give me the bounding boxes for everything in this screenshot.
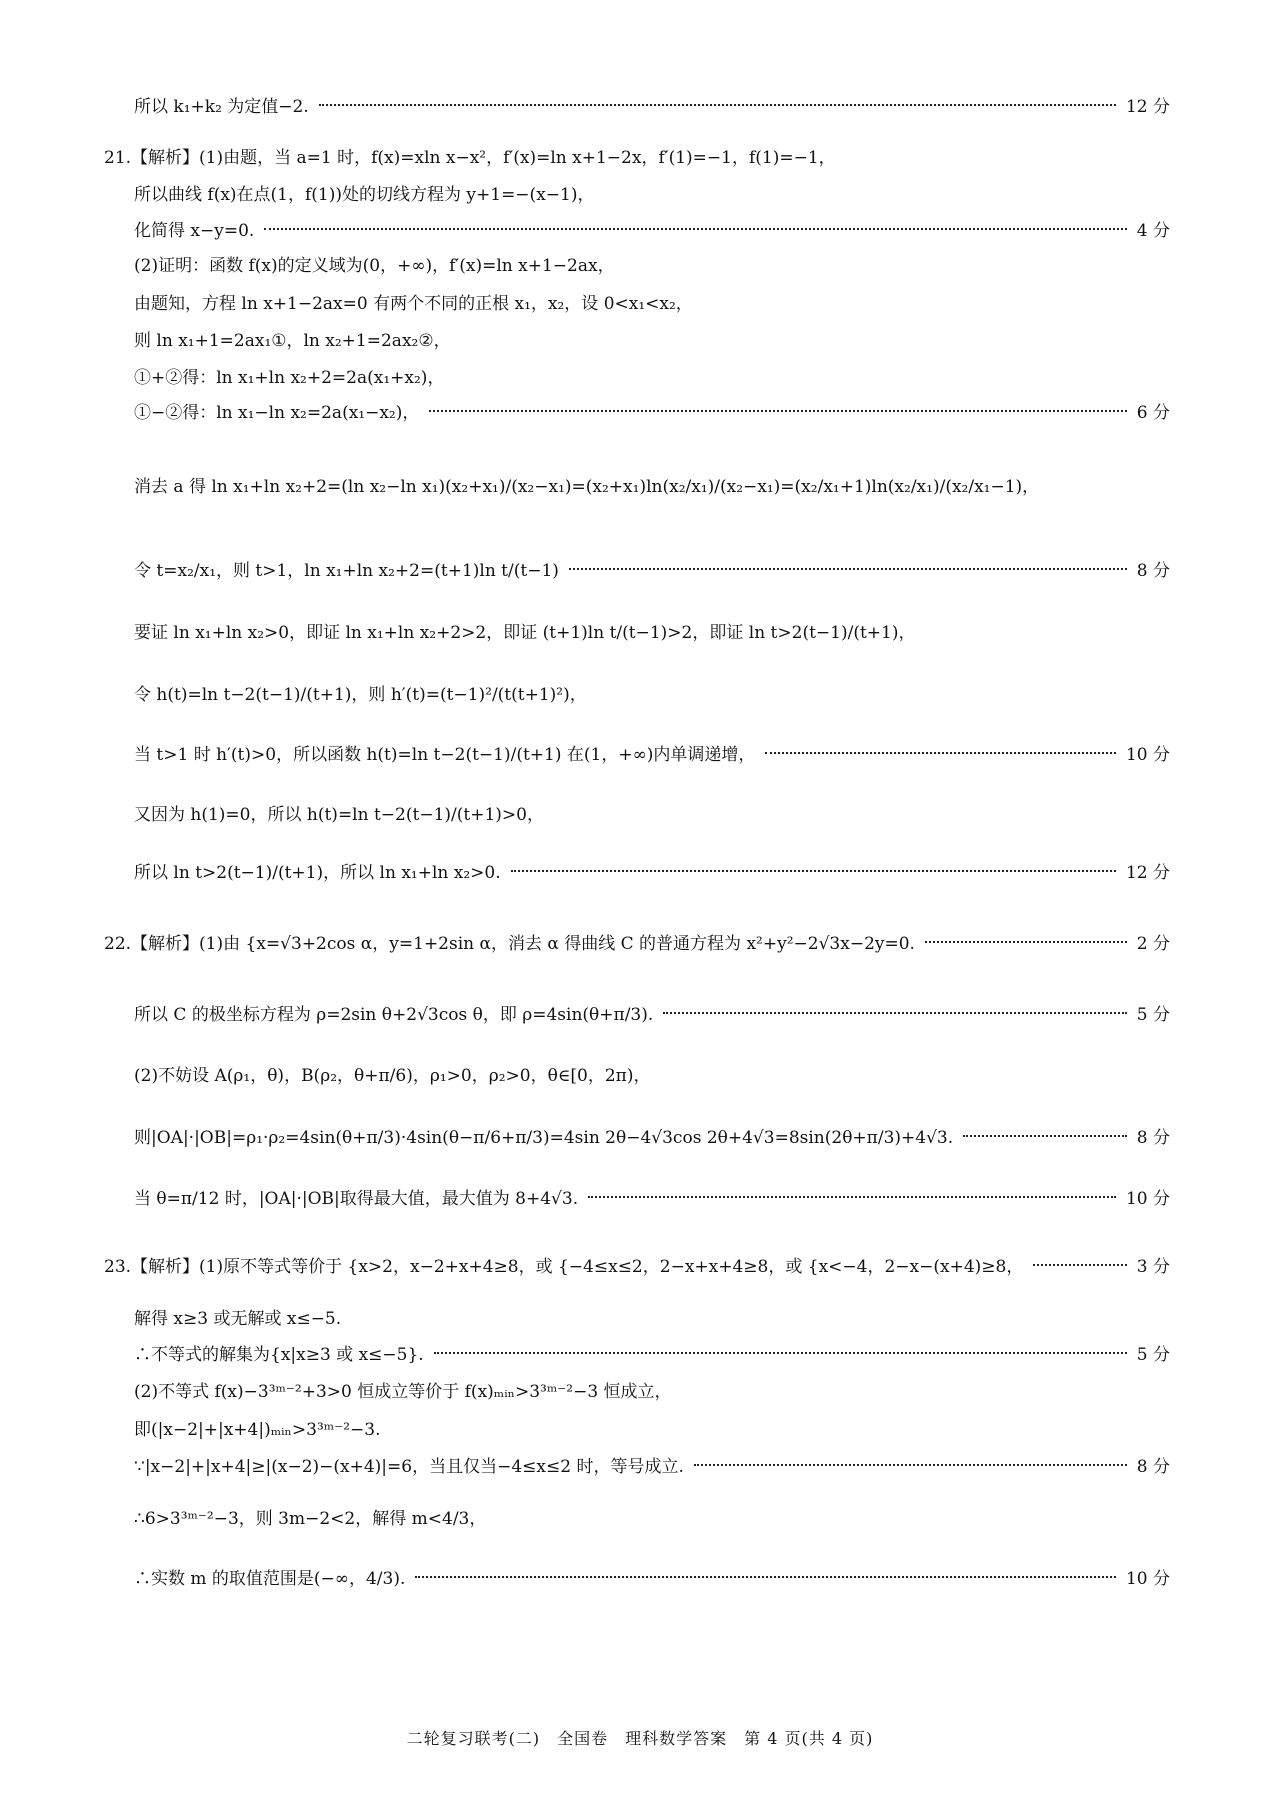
solution-text: 当 θ=π/12 时，|OA|·|OB|取得最大值，最大值为 8+4√3. <box>134 1189 579 1209</box>
solution-text: 23.【解析】(1)原不等式等价于 {x>2，x−2+x+4≥8，或 {−4≤x≤2，2−x+x+4≥8，或 {x<−4，2−x−(x+4)≥8， <box>104 1257 1024 1277</box>
solution-line <box>134 1415 1170 1440</box>
solution-text: ∴6>3³ᵐ⁻²−3，则 3m−2<2，解得 m<4/3， <box>134 1509 487 1529</box>
solution-text: 则|OA|·|OB|=ρ₁·ρ₂=4sin(θ+π/3)·4sin(θ−π/6+π/3)=4sin 2θ−4√3cos 2θ+4√3=8sin(2θ+π/3)+4√3. <box>134 1128 954 1148</box>
solution-text: ①+②得：ln x₁+ln x₂+2=2a(x₁+x₂)， <box>134 368 445 388</box>
solution-line <box>104 929 1170 954</box>
solution-text: 所以 C 的极坐标方程为 ρ=2sin θ+2√3cos θ，即 ρ=4sin(θ+π/3). <box>134 1005 654 1025</box>
dot-leader <box>429 410 1126 412</box>
solution-text: ∴实数 m 的取值范围是(−∞，4/3). <box>134 1569 406 1589</box>
dot-leader <box>415 1576 1116 1578</box>
solution-text: 21.【解析】(1)由题，当 a=1 时，f(x)=xln x−x²，f′(x)=ln x+1−2x，f′(1)=−1，f(1)=−1， <box>104 148 836 168</box>
score-label: 6 分 <box>1136 403 1170 423</box>
score-label: 12 分 <box>1125 863 1170 883</box>
score-label: 8 分 <box>1136 1457 1170 1477</box>
solution-line <box>134 1000 1170 1025</box>
solution-line <box>134 363 1170 388</box>
solution-text: ∴不等式的解集为{x|x≥3 或 x≤−5}. <box>134 1345 424 1365</box>
solution-line <box>134 398 1170 423</box>
solution-text: 令 h(t)=ln t−2(t−1)/(t+1)，则 h′(t)=(t−1)²/(t(t+1)²)， <box>134 685 587 705</box>
dot-leader <box>319 104 1116 106</box>
score-label: 10 分 <box>1125 745 1170 765</box>
dot-leader <box>264 228 1126 230</box>
solution-line <box>134 618 1170 643</box>
solution-text: 则 ln x₁+1=2ax₁①，ln x₂+1=2ax₂②， <box>134 331 451 351</box>
solution-text: (2)不妨设 A(ρ₁，θ)，B(ρ₂，θ+π/6)，ρ₁>0，ρ₂>0，θ∈[0，2π)， <box>134 1066 651 1086</box>
solution-text: ①−②得：ln x₁−ln x₂=2a(x₁−x₂)， <box>134 403 420 423</box>
solution-line <box>134 1377 1170 1402</box>
solution-text: 所以 ln t>2(t−1)/(t+1)，所以 ln x₁+ln x₂>0. <box>134 863 501 883</box>
solution-line <box>134 251 1170 276</box>
score-label: 3 分 <box>1136 1257 1170 1277</box>
solution-line <box>134 1061 1170 1086</box>
solution-text: 当 t>1 时 h′(t)>0，所以函数 h(t)=ln t−2(t−1)/(t+1) 在(1，+∞)内单调递增， <box>134 745 756 765</box>
solution-line <box>134 1304 1170 1329</box>
solution-text: 所以曲线 f(x)在点(1，f(1))处的切线方程为 y+1=−(x−1)， <box>134 185 595 205</box>
solution-line <box>134 216 1170 241</box>
score-label: 8 分 <box>1136 1128 1170 1148</box>
dot-leader <box>925 941 1127 943</box>
score-label: 10 分 <box>1125 1569 1170 1589</box>
solution-line <box>134 556 1170 581</box>
dot-leader <box>663 1012 1126 1014</box>
dot-leader <box>588 1196 1116 1198</box>
dot-leader <box>694 1464 1127 1466</box>
solution-line <box>134 472 1170 497</box>
solution-text: (2)不等式 f(x)−3³ᵐ⁻²+3>0 恒成立等价于 f(x)ₘᵢₙ>3³ᵐ⁻²−3 恒成立， <box>134 1382 672 1402</box>
score-label: 2 分 <box>1136 934 1170 954</box>
dot-leader <box>569 568 1127 570</box>
page-footer: 二轮复习联考(二) 全国卷 理科数学答案 第 4 页(共 4 页) <box>406 1729 874 1748</box>
solution-line <box>134 680 1170 705</box>
dot-leader <box>963 1135 1127 1137</box>
solution-line <box>134 1123 1170 1148</box>
solution-text: 令 t=x₂/x₁，则 t>1，ln x₁+ln x₂+2=(t+1)ln t/(t−1) <box>134 561 559 581</box>
solution-line <box>134 180 1170 205</box>
solution-text: 又因为 h(1)=0，所以 h(t)=ln t−2(t−1)/(t+1)>0， <box>134 805 544 825</box>
solution-text: 22.【解析】(1)由 {x=√3+2cos α，y=1+2sin α，消去 α 得曲线 C 的普通方程为 x²+y²−2√3x−2y=0. <box>104 934 915 954</box>
solution-line <box>134 1340 1170 1365</box>
solution-line <box>104 1252 1170 1277</box>
dot-leader <box>765 752 1116 754</box>
solution-text: 消去 a 得 ln x₁+ln x₂+2=(ln x₂−ln x₁)(x₂+x₁)/(x₂−x₁)=(x₂+x₁)ln(x₂/x₁)/(x₂−x₁)=(x₂/x₁+1)ln(x₂/x₁)/(x₂/x₁−1)， <box>134 477 1040 497</box>
solution-line <box>134 1184 1170 1209</box>
solution-line <box>134 326 1170 351</box>
solution-text: ∵|x−2|+|x+4|≥|(x−2)−(x+4)|=6，当且仅当−4≤x≤2 时，等号成立. <box>134 1457 684 1477</box>
solution-line <box>134 1564 1170 1589</box>
solution-line <box>134 1452 1170 1477</box>
solution-text: 所以 k₁+k₂ 为定值−2. <box>134 97 309 117</box>
solution-line <box>134 740 1170 765</box>
solution-text: 即(|x−2|+|x+4|)ₘᵢₙ>3³ᵐ⁻²−3. <box>134 1420 381 1440</box>
solution-line <box>134 92 1170 117</box>
score-label: 12 分 <box>1125 97 1170 117</box>
solution-text: 由题知，方程 ln x+1−2ax=0 有两个不同的正根 x₁，x₂，设 0<x₁<x₂， <box>134 294 693 314</box>
score-label: 5 分 <box>1136 1345 1170 1365</box>
score-label: 10 分 <box>1125 1189 1170 1209</box>
solution-line <box>134 289 1170 314</box>
solution-text: 要证 ln x₁+ln x₂>0，即证 ln x₁+ln x₂+2>2，即证 (t+1)ln t/(t−1)>2，即证 ln t>2(t−1)/(t+1)， <box>134 623 916 643</box>
solution-line <box>134 858 1170 883</box>
score-label: 5 分 <box>1136 1005 1170 1025</box>
score-label: 4 分 <box>1136 221 1170 241</box>
solution-line <box>134 1504 1170 1529</box>
solution-line <box>134 800 1170 825</box>
dot-leader <box>511 870 1116 872</box>
solution-text: 化简得 x−y=0. <box>134 221 255 241</box>
solution-line <box>104 143 1170 168</box>
dot-leader <box>434 1352 1127 1354</box>
score-label: 8 分 <box>1136 561 1170 581</box>
solution-text: (2)证明：函数 f(x)的定义域为(0，+∞)，f′(x)=ln x+1−2ax， <box>134 256 615 276</box>
solution-text: 解得 x≥3 或无解或 x≤−5. <box>134 1309 342 1329</box>
dot-leader <box>1033 1264 1126 1266</box>
